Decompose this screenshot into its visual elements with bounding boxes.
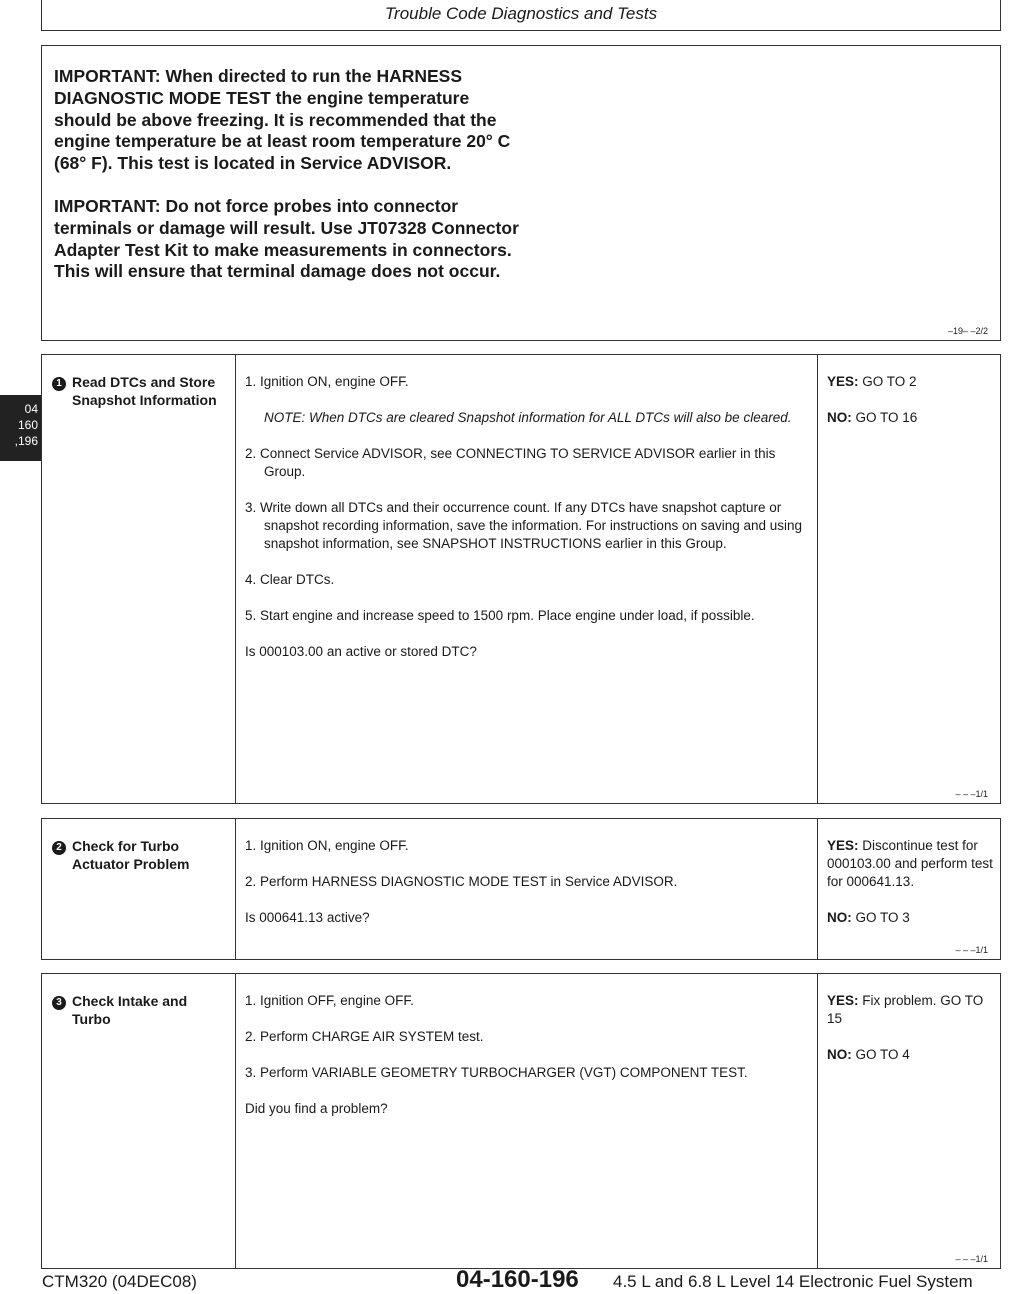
section-tab-line-2: 160 — [17, 418, 38, 432]
procedure-item: 4. Clear DTCs. — [245, 572, 335, 587]
procedure-item: 3. Perform VARIABLE GEOMETRY TURBOCHARGER (VGT) COMPONENT TEST. — [245, 1065, 748, 1080]
step-3-box — [41, 973, 1001, 1269]
no-answer: NO: GO TO 4 — [827, 1047, 910, 1062]
important-paragraph-2: IMPORTANT: Do not force probes into connector terminals or damage will result. Use JT07328 Connector Adapter Test Kit to make measurements in connectors. This will ensure that terminal damage does not occur. — [54, 195, 519, 282]
procedure-item: 3. Write down all DTCs and their occurrence count. If any DTCs have snapshot capture or snapshot recording information, save the information. For instructions on saving and using snapshot information, see SNAPSHOT INSTRUCTIONS earlier in this Group. — [245, 500, 803, 551]
procedure-item: 2. Connect Service ADVISOR, see CONNECTING TO SERVICE ADVISOR earlier in this Group. — [245, 446, 776, 479]
yes-answer: YES: Fix problem. GO TO 15 — [827, 993, 984, 1026]
step-2-ref: – – –1/1 — [955, 945, 988, 955]
important-text — [54, 66, 524, 304]
step-2-answers — [827, 837, 995, 945]
footer-page-code: 04-160-196 — [456, 1266, 579, 1293]
procedure-question: Did you find a problem? — [245, 1101, 388, 1116]
header-title: Trouble Code Diagnostics and Tests — [384, 4, 658, 23]
important-paragraph-1: IMPORTANT: When directed to run the HARNESS DIAGNOSTIC MODE TEST the engine temperature should be above freezing. It is recommended that the engine temperature be at least room temperature 20° C (68° F). This test is located in Service ADVISOR. — [54, 66, 511, 174]
yes-answer: YES: GO TO 2 — [827, 374, 917, 389]
step-1-ref: – – –1/1 — [955, 789, 988, 799]
section-tab — [0, 395, 41, 461]
page-header — [41, 0, 1001, 31]
procedure-item: 1. Ignition OFF, engine OFF. — [245, 993, 414, 1008]
step-1-title — [52, 373, 237, 409]
important-box — [41, 45, 1001, 341]
important-ref: –19– –2/2 — [947, 326, 988, 336]
column-divider — [235, 355, 236, 803]
step-1-procedure — [245, 373, 810, 661]
step-1-box — [41, 354, 1001, 804]
procedure-item: 2. Perform CHARGE AIR SYSTEM test. — [245, 1029, 484, 1044]
procedure-question: Is 000641.13 active? — [245, 910, 370, 925]
step-number-badge: 2 — [52, 841, 66, 855]
step-2-procedure — [245, 837, 810, 927]
procedure-question: Is 000103.00 an active or stored DTC? — [245, 644, 477, 659]
yes-answer: YES: Discontinue test for 000103.00 and perform test for 000641.13. — [827, 838, 993, 889]
procedure-item: 1. Ignition ON, engine OFF. NOTE: When DTCs are cleared Snapshot information for ALL DTCs will also be cleared. — [245, 373, 810, 427]
step-2-title — [52, 837, 237, 873]
step-number-badge: 1 — [52, 377, 66, 391]
section-tab-line-3: ,196 — [14, 434, 38, 448]
step-3-ref: – – –1/1 — [955, 1254, 988, 1264]
column-divider — [817, 819, 818, 959]
step-title-text: Read DTCs and Store Snapshot Information — [72, 374, 217, 408]
step-3-procedure — [245, 992, 810, 1118]
no-answer: NO: GO TO 3 — [827, 910, 910, 925]
footer-manual-id: CTM320 (04DEC08) — [42, 1272, 197, 1291]
step-2-box — [41, 818, 1001, 960]
procedure-item: 2. Perform HARNESS DIAGNOSTIC MODE TEST in Service ADVISOR. — [245, 874, 678, 889]
footer-title: 4.5 L and 6.8 L Level 14 Electronic Fuel System — [613, 1272, 973, 1291]
procedure-note: NOTE: When DTCs are cleared Snapshot information for ALL DTCs will also be cleared. — [264, 410, 792, 425]
step-1-answers — [827, 373, 995, 445]
step-3-title — [52, 992, 237, 1028]
step-3-answers — [827, 992, 995, 1082]
column-divider — [817, 355, 818, 803]
procedure-item: 1. Ignition ON, engine OFF. — [245, 838, 409, 853]
procedure-item: 5. Start engine and increase speed to 1500 rpm. Place engine under load, if possible. — [245, 608, 755, 623]
step-title-text: Check for Turbo Actuator Problem — [72, 838, 190, 872]
no-answer: NO: GO TO 16 — [827, 410, 918, 425]
section-tab-line-1: 04 — [24, 402, 38, 416]
step-title-text: Check Intake and Turbo — [72, 993, 188, 1027]
column-divider — [817, 974, 818, 1268]
step-number-badge: 3 — [52, 996, 66, 1010]
